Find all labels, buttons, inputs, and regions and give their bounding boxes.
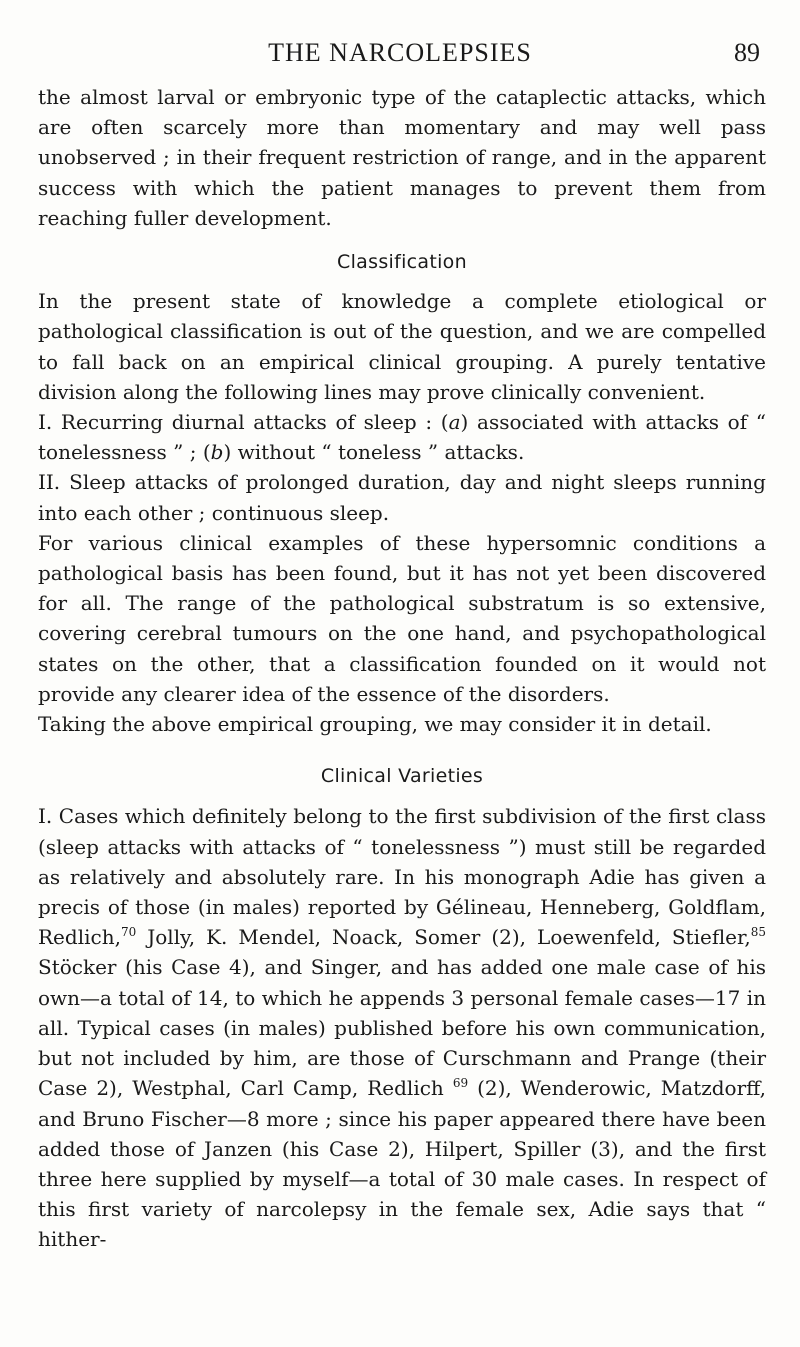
- text-fragment: I. Cases which definitely belong to the first subdivision of the first class (sleep attacks with attacks of “ tonelessness ”) must still be regarded as relatively and absolutely rare. In his monograph Adie has given a precis of those (in males) reported by Gélineau, Henneberg, Goldflam, Redlich,: [38, 804, 766, 950]
- text-fragment: Stöcker (his Case 4), and Singer, and has added one male case of his own—a total of 14, to which he appends 3 personal female cases—17 in all. Typical cases (in males) published before his own communication, but not included by him, are those of Curschmann and Prange (their Case 2), Westphal, Carl Camp, Redlich: [38, 955, 766, 1101]
- paragraph-grouping: Taking the above empirical grouping, we may consider it in detail.: [38, 712, 712, 737]
- text-fragment: I. Recurring diurnal attacks of sleep : (: [38, 410, 449, 435]
- footnote-ref-69: 69: [452, 1076, 469, 1091]
- page-header: [40, 38, 760, 74]
- paragraph-clinical-varieties: [38, 801, 766, 1254]
- text-fragment: ) without “ toneless ” attacks.: [223, 440, 525, 465]
- text-fragment: Jolly, K. Mendel, Noack, Somer (2), Loewenfeld, Stiefler,: [136, 925, 751, 950]
- paragraph-continuation: the almost larval or embryonic type of the cataplectic attacks, which are often scarcely more than momentary and may well pass unobserved ; in their frequent restriction of range, and in the apparent success with which the patient manages to prevent them from reaching fuller development.: [38, 85, 766, 230]
- running-title: THE NARCOLEPSIES: [268, 38, 532, 67]
- paragraph-class-two: II. Sleep attacks of prolonged duration, day and night sleeps running into each other ; continuous sleep.: [38, 470, 766, 525]
- paragraph-classification-intro: In the present state of knowledge a complete etiological or pathological classification is out of the question, and we are compelled to fall back on an empirical clinical grouping. A purely tentative division along the following lines may prove clinically convenient.: [38, 289, 766, 404]
- section-heading-clinical-varieties: Clinical Varieties: [320, 765, 484, 788]
- section-heading-classification: Classification: [337, 251, 467, 274]
- footnote-ref-85: 85: [750, 925, 766, 940]
- paragraph-class-one: [38, 407, 766, 467]
- page-body: [38, 82, 766, 1255]
- italic-letter-a: a: [448, 410, 461, 435]
- italic-letter-b: b: [210, 440, 224, 465]
- page-number: 89: [734, 38, 760, 67]
- text-fragment: (2), Wenderowic, Matzdorff, and Bruno Fischer—8 more ; since his paper appeared there have been added those of Janzen (his Case 2), Hilpert, Spiller (3), and the first three here supplied by myself—a total of 30 male cases. In respect of this first variety of narcolepsy in the female sex, Adie says that “ hither-: [38, 1076, 767, 1252]
- paragraph-pathological-basis: For various clinical examples of these hypersomnic conditions a pathological basis has been found, but it has not yet been discovered for all. The range of the pathological substratum is so extensive, covering cerebral tumours on the one hand, and psychopathological states on the other, that a classification founded on it would not provide any clearer idea of the essence of the disorders.: [38, 530, 766, 706]
- footnote-ref-70: 70: [120, 925, 137, 940]
- text-fragment: ) associated with attacks of “ tonelessness ” ; (: [38, 410, 767, 465]
